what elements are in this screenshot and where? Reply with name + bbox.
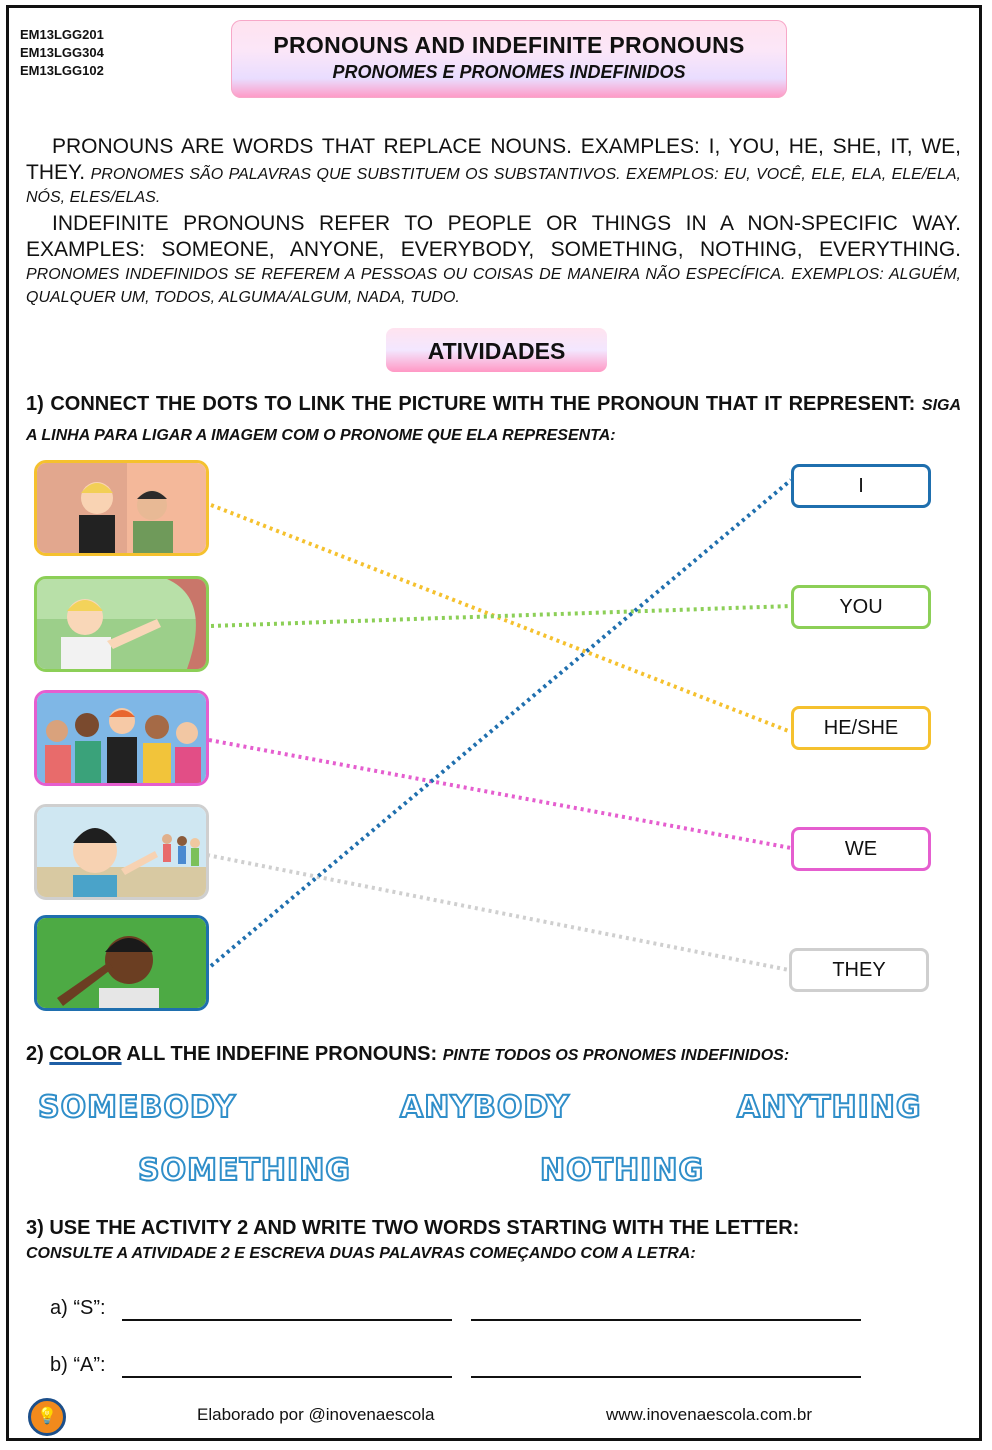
activities-banner: ATIVIDADES [386, 328, 607, 372]
code: EM13LGG201 [20, 27, 104, 42]
answer-b-line-1[interactable] [122, 1376, 452, 1378]
connection-line[interactable] [207, 855, 789, 970]
bubble-word-somebody[interactable]: SOMEBODY [38, 1090, 237, 1125]
answer-a-label: a) “S”: [50, 1297, 106, 1319]
connection-line[interactable] [209, 740, 791, 848]
answer-b-label: b) “A”: [50, 1354, 106, 1376]
answer-b-line-2[interactable] [471, 1376, 861, 1378]
bubble-word-nothing[interactable]: NOTHING [540, 1153, 705, 1188]
pronoun-box-they[interactable]: THEY [789, 948, 929, 992]
intro-p2-pt: PRONOMES INDEFINIDOS SE REFEREM A PESSOAS OU COISAS DE MANEIRA NÃO ESPECÍFICA. EXEMPLOS: ALGUÉM, QUALQUER UM, TODOS, ALGUMA/ALGUM, NADA, TUDO. [26, 266, 961, 306]
answer-a-line-2[interactable] [471, 1319, 861, 1321]
question-3-en: 3) USE THE ACTIVITY 2 AND WRITE TWO WORDS STARTING WITH THE LETTER: [26, 1217, 800, 1239]
pronoun-box-he-she[interactable]: HE/SHE [791, 706, 931, 750]
pronoun-box-we[interactable]: WE [791, 827, 931, 871]
question-3-pt: CONSULTE A ATIVIDADE 2 E ESCREVA DUAS PALAVRAS COMEÇANDO COM A LETRA: [26, 1245, 696, 1262]
question-2-pt: PINTE TODOS OS PRONOMES INDEFINIDOS: [442, 1047, 790, 1064]
code: EM13LGG102 [20, 63, 104, 78]
page-subtitle: PRONOMES E PRONOMES INDEFINIDOS [332, 62, 686, 82]
intro-p1-en: PRONOUNS ARE WORDS THAT REPLACE NOUNS. EXAMPLES: I, YOU, HE, SHE, IT, WE, THEY. [26, 135, 961, 184]
intro-p1-pt: PRONOMES SÃO PALAVRAS QUE SUBSTITUEM OS SUBSTANTIVOS. EXEMPLOS: EU, VOCÊ, ELE, ELA, ELE/ELA, NÓS, ELES/ELAS. [26, 166, 961, 206]
question-1-en: 1) CONNECT THE DOTS TO LINK THE PICTURE WITH THE PRONOUN THAT IT REPRESENT: [26, 393, 916, 415]
bubble-word-anybody[interactable]: ANYBODY [400, 1090, 570, 1125]
question-2-color-word: COLOR [49, 1043, 122, 1065]
question-1-pt: SIGA A LINHA PARA LIGAR A IMAGEM COM O PRONOME QUE ELA REPRESENTA: [26, 397, 962, 444]
question-3 [26, 1215, 961, 1267]
pronoun-box-you[interactable]: YOU [791, 585, 931, 629]
question-2-en: ALL THE INDEFINE PRONOUNS: [126, 1043, 438, 1065]
logo-icon: 💡 [28, 1398, 66, 1436]
code: EM13LGG304 [20, 45, 104, 60]
footer-site[interactable]: www.inovenaescola.com.br [606, 1405, 812, 1424]
question-2 [26, 1040, 961, 1070]
answer-a-line-1[interactable] [122, 1319, 452, 1321]
connection-line[interactable] [211, 606, 791, 626]
question-2-num: 2) [26, 1043, 44, 1065]
connection-line[interactable] [211, 505, 791, 732]
bubble-word-something[interactable]: SOMETHING [138, 1153, 351, 1188]
connection-line[interactable] [211, 480, 791, 966]
page-title: PRONOUNS AND INDEFINITE PRONOUNS [273, 32, 745, 58]
pronoun-box-i[interactable]: I [791, 464, 931, 508]
footer-credit: Elaborado por @inovenaescola [197, 1405, 435, 1424]
intro-p2-en: INDEFINITE PRONOUNS REFER TO PEOPLE OR THINGS IN A NON-SPECIFIC WAY. EXAMPLES: SOMEONE, ANYONE, EVERYBODY, SOMETHING, NOTHING, EVERYTHING. [26, 212, 961, 261]
bubble-word-anything[interactable]: ANYTHING [737, 1090, 922, 1125]
